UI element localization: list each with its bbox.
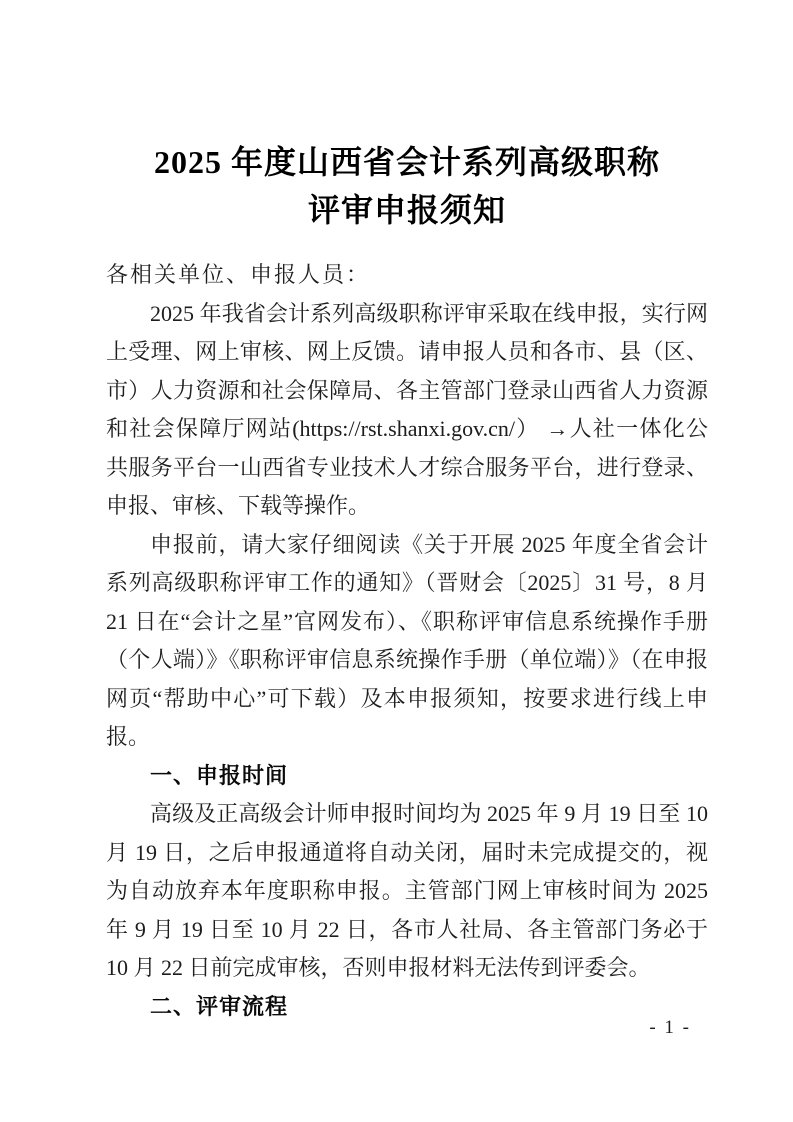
document-title-line-2: 评审申报须知 [307, 192, 506, 228]
doc-paragraph: 高级及正高级会计师申报时间均为 2025 年 9 月 19 日至 10 月 19 日，之后申报通道将自动关闭，届时未完成提交的，视为自动放弃本年度职称申报。主管部门网上审核时间为 2025 年 9 月 19 日至 10 月 22 日，各市人社局、各主管部门务必于 10 月 22 日前完成审核，否则申报材料无法传到评委会。 [106, 801, 708, 980]
section-heading: 一、申报时间 [150, 762, 289, 788]
doc-paragraph: 2025 年我省会计系列高级职称评审采取在线申报，实行网上受理、网上审核、网上反馈。请申报人员和各市、县（区、市）人力资源和社会保障局、各主管部门登录山西省人力资源和社会保障厅网站(https://rst.shanxi.gov.cn/） →人社一体化公共服务平台一山西省专业技术人才综合服务平台，进行登录、申报、审核、下载等操作。 [106, 300, 708, 518]
doc-salutation: 各相关单位、申报人员： [106, 262, 371, 287]
page-number: - 1 - [649, 1017, 691, 1038]
document-content [106, 138, 708, 1026]
document-body [106, 256, 708, 1026]
section-heading: 二、评审流程 [150, 993, 289, 1019]
document-title [106, 138, 708, 234]
doc-paragraph: 申报前，请大家仔细阅读《关于开展 2025 年度全省会计系列高级职称评审工作的通知》（晋财会〔2025〕31 号，8 月 21 日在“会计之星”官网发布）、《职称评审信息系统操作手册（个人端）》《职称评审信息系统操作手册（单位端）》（在申报网页“帮助中心”可下载）及本申报须知，按要求进行线上申报。 [106, 531, 708, 749]
document-title-line-1: 2025 年度山西省会计系列高级职称 [153, 144, 660, 180]
